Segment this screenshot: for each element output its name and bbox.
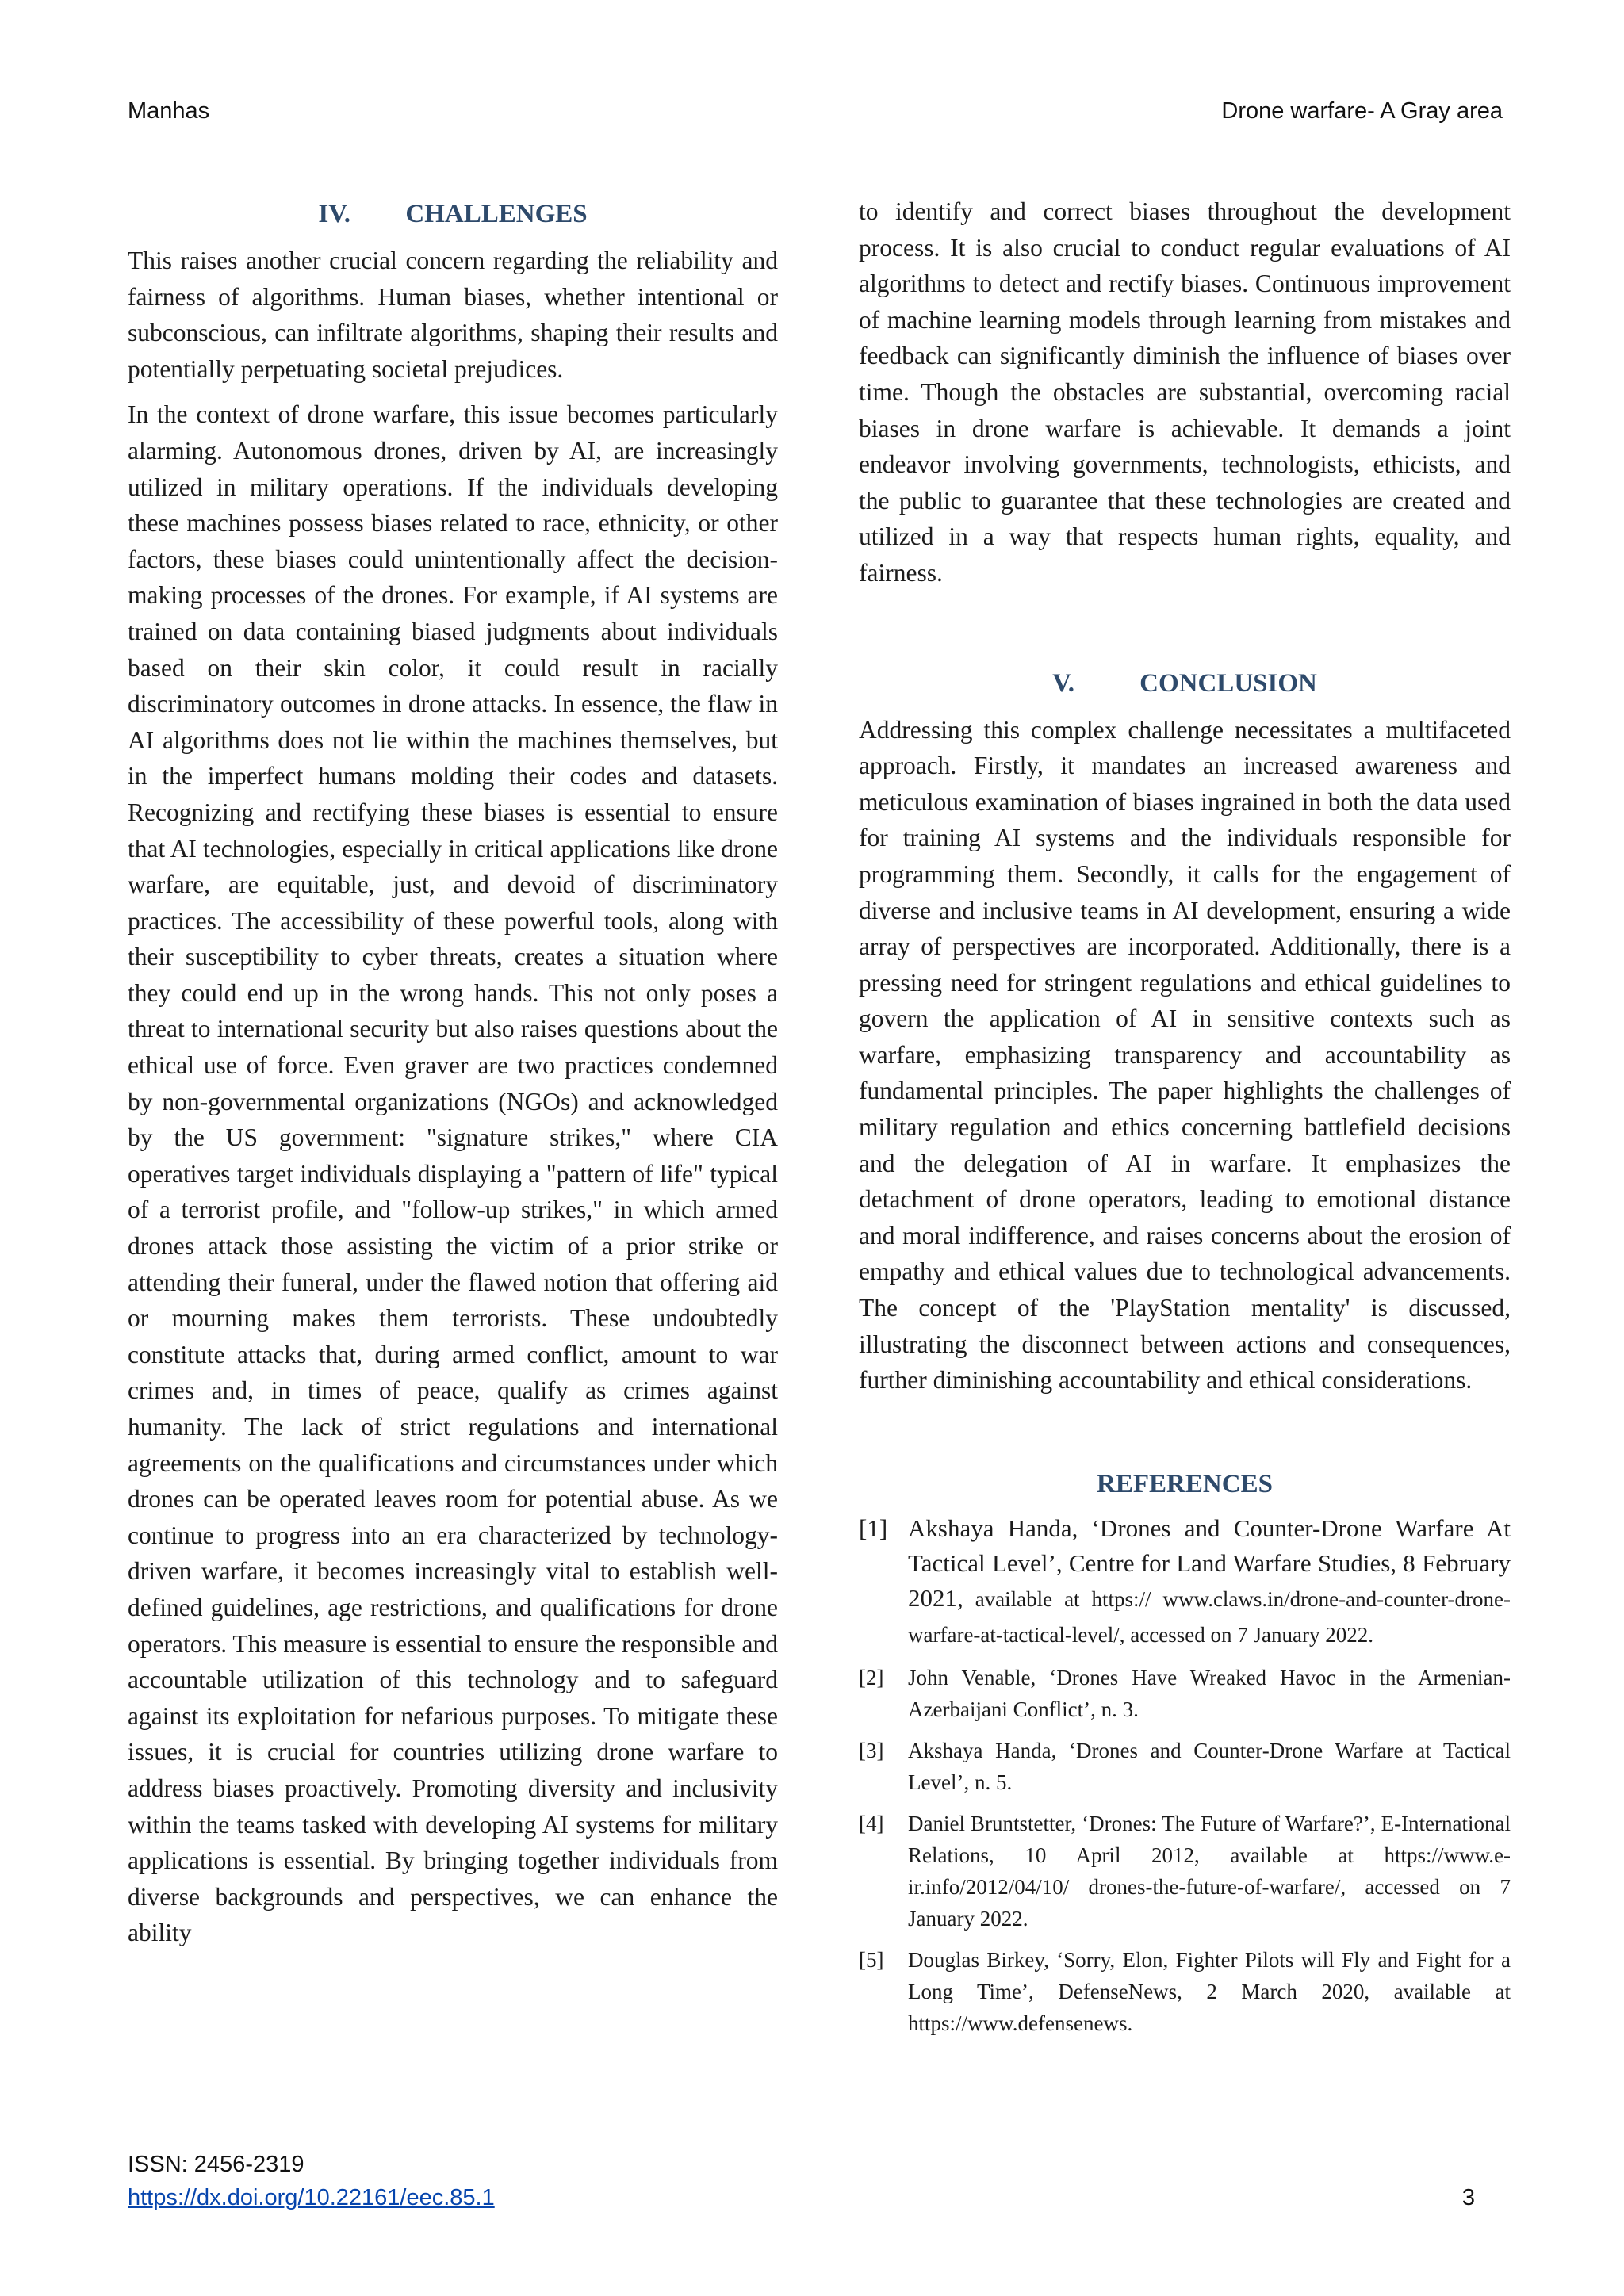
page-number: 3 (1461, 2185, 1475, 2210)
section-number: V. (1052, 668, 1074, 698)
running-head-author: Manhas (128, 98, 210, 124)
reference-text: Akshaya Handa, ‘Drones and Counter-Drone Warfare At Tactical Level’, Centre for Land Warfare Studies, 8 February 2021, (908, 1513, 1511, 1612)
paragraph: In the context of drone warfare, this issue becomes particularly alarming. Autonomous drones, driven by AI, are increasingly utilized in military operations. If the individuals developing these machines possess biases related to race, ethnicity, or other factors, these biases could unintentionally affect the decision-making processes of the drones. For example, if AI systems are trained on data containing biased judgments about individuals based on their skin color, it could result in racially discriminatory outcomes in drone attacks. In essence, the flaw in AI algorithms does not lie within the machines themselves, but in the imperfect humans molding their codes and datasets. Recognizing and rectifying these biases is essential to ensure that AI technologies, especially in critical applications like drone warfare, are equitable, just, and devoid of discriminatory practices. The accessibility of these powerful tools, along with their susceptibility to cyber threats, creates a situation where they could end up in the wrong hands. This not only poses a threat to international security but also raises questions about the ethical use of force. Even graver are two practices condemned by non-governmental organizations (NGOs) and acknowledged by the US government: "signature strikes," where CIA operatives target individuals displaying a "pattern of life" typical of a terrorist profile, and "follow-up strikes," in which armed drones attack those assisting the victim of a prior strike or attending their funeral, under the flawed notion that offering aid or mourning makes them terrorists. These undoubtedly constitute attacks that, during armed conflict, amount to war crimes and, in times of peace, qualify as crimes against humanity. The lack of strict regulations and international agreements on the qualifications and circumstances under which drones can be operated leaves room for potential abuse. As we continue to progress into an era characterized by technology-driven warfare, it becomes increasingly vital to establish well-defined guidelines, age restrictions, and qualifications for drone operators. This measure is essential to ensure the responsible and accountable utilization of this technology and to safeguard against its exploitation for nefarious purposes. To mitigate these issues, it is crucial for countries utilizing drone warfare to address biases proactively. Promoting diversity and inclusivity within the teams tasked with developing AI systems for military applications is essential. By bringing together individuals from diverse backgrounds and perspectives, we can enhance the ability (128, 400, 778, 1947)
references-heading: REFERENCES (1097, 1469, 1273, 1498)
paragraph: This raises another crucial concern regarding the reliability and fairness of algorithms. Human biases, whether intentional or subconscious, can infiltrate algorithms, shaping their results and potentially perpetuating societal prejudices. (128, 247, 778, 383)
reference-text-continued: available at https:// www.claws.in/drone-and-counter-drone-warfare-at-tactical-level/, accessed on 7 January 2022. (908, 1586, 1511, 1647)
section-heading-conclusion (859, 663, 1511, 704)
paragraph-conclusion: Addressing this complex challenge necessitates a multifaceted approach. Firstly, it mandates an increased awareness and meticulous examination of biases ingrained in both the data used for training AI systems and the individuals responsible for programming them. Secondly, it calls for the engagement of diverse and inclusive teams in AI development, ensuring a wide array of perspectives are incorporated. Additionally, there is a pressing need for stringent regulations and ethical guidelines to govern the application of AI in sensitive contexts such as warfare, emphasizing transparency and accountability as fundamental principles. The paper highlights the challenges of military regulation and ethics concerning battlefield decisions and the delegation of AI in warfare. It emphasizes the detachment of drone operators, leading to emotional distance and moral indifference, and raises concerns about the erosion of empathy and ethical values due to technological advancements. The concept of the 'PlayStation mentality' is discussed, illustrating the disconnect between actions and consequences, further diminishing accountability and ethical considerations. (859, 715, 1511, 1395)
reference-text: Akshaya Handa, ‘Drones and Counter-Drone Warfare at Tactical Level’, n. 5. (908, 1738, 1511, 1794)
section-title: CHALLENGES (405, 200, 588, 228)
reference-item (859, 1735, 1511, 1798)
footer-issn: ISSN: 2456-2319 (128, 2152, 304, 2177)
reference-item (859, 1662, 1511, 1725)
reference-text: Douglas Birkey, ‘Sorry, Elon, Fighter Pilots will Fly and Fight for a Long Time’, DefenseNews, 2 March 2020, available at https://www.defensenews. (908, 1947, 1511, 2035)
right-column (859, 193, 1511, 2049)
reference-list (859, 1511, 1511, 2039)
reference-number: [3] (859, 1738, 884, 1762)
reference-text: Daniel Bruntstetter, ‘Drones: The Future of Warfare?’, E-International Relations, 10 April 2012, available at https://www.e-ir.info/2012/04/10/ drones-the-future-of-warfare/, accessed on 7 January 2022. (908, 1811, 1511, 1931)
reference-number: [2] (859, 1665, 884, 1689)
reference-number: [1] (859, 1513, 888, 1542)
reference-item (859, 1944, 1511, 2039)
reference-text: John Venable, ‘Drones Have Wreaked Havoc in the Armenian-Azerbaijani Conflict’, n. 3. (908, 1665, 1511, 1721)
reference-number: [4] (859, 1811, 884, 1835)
section-number: IV. (318, 200, 351, 228)
reference-number: [5] (859, 1947, 884, 1972)
section-title: CONCLUSION (1139, 668, 1317, 698)
left-column (128, 193, 778, 1961)
reference-item (859, 1808, 1511, 1934)
running-head-title: Drone warfare- A Gray area (1221, 98, 1503, 124)
section-heading-challenges (128, 193, 778, 235)
reference-item (859, 1511, 1511, 1652)
paragraph-continuation: to identify and correct biases throughout the development process. It is also crucial to conduct regular evaluations of AI algorithms to detect and rectify biases. Continuous improvement of machine learning models through learning from mistakes and feedback can significantly diminish the influence of biases over time. Though the obstacles are substantial, overcoming racial biases in drone warfare is achievable. It demands a joint endeavor involving governments, technologists, ethicists, and the public to guarantee that these technologies are created and utilized in a way that respects human rights, equality, and fairness. (859, 197, 1511, 587)
footer-doi-link[interactable]: https://dx.doi.org/10.22161/eec.85.1 (128, 2185, 495, 2210)
